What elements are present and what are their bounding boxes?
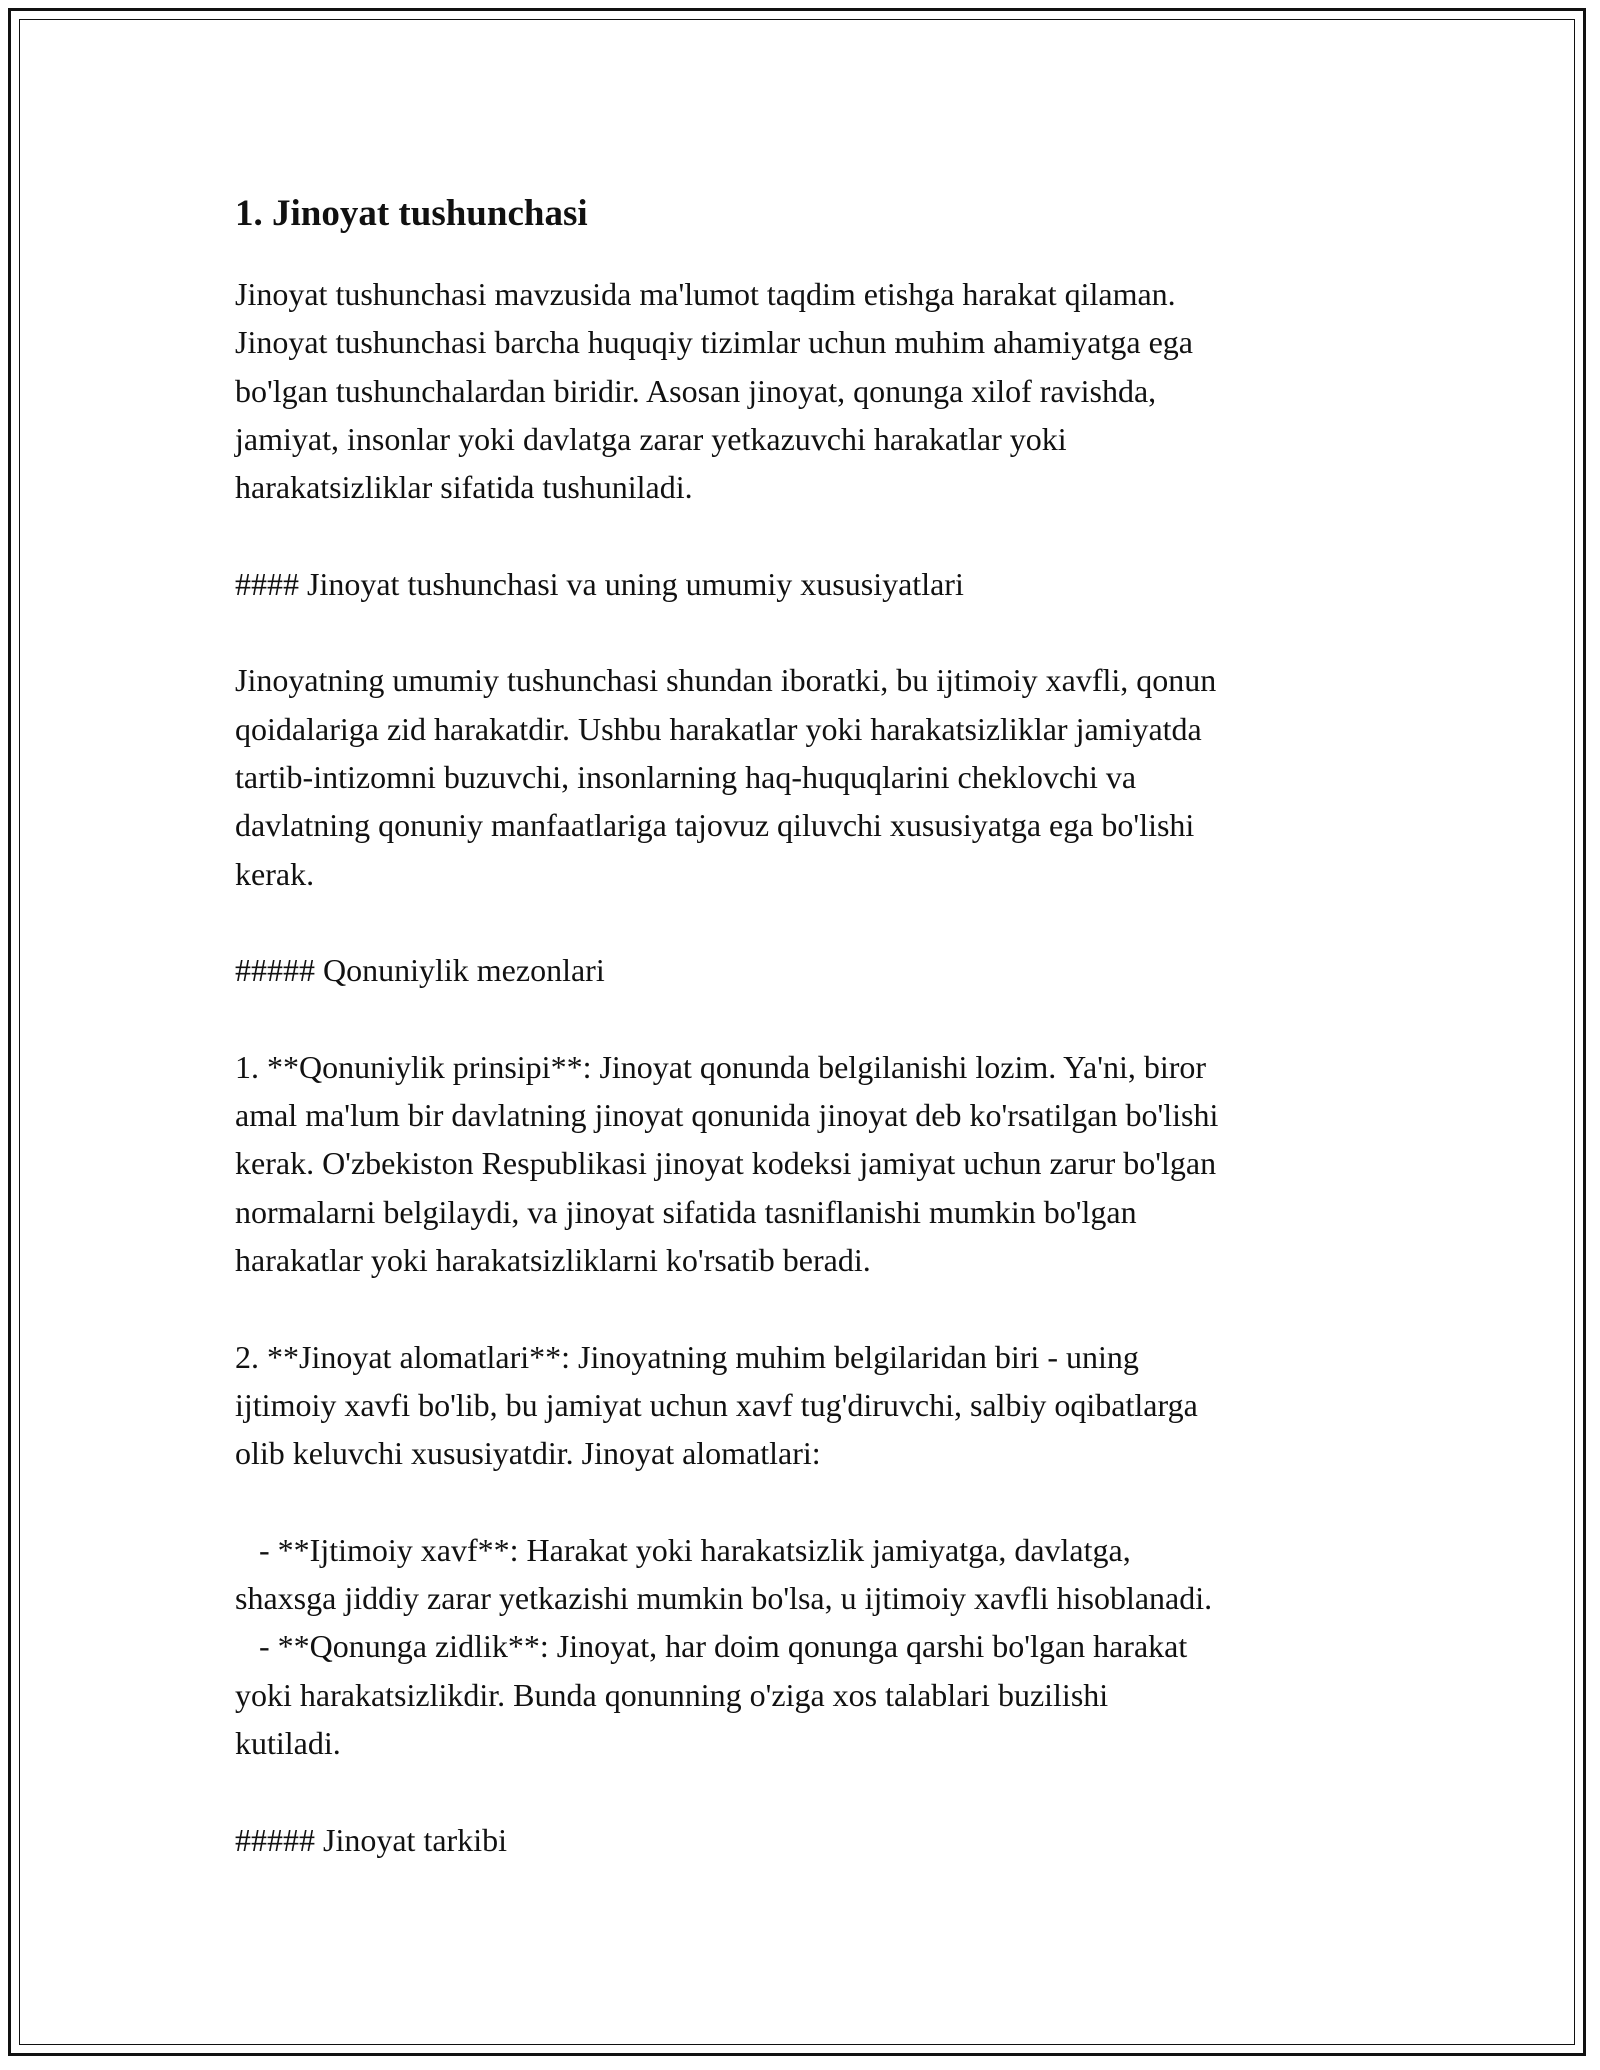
spacer — [235, 898, 1395, 946]
spacer — [235, 994, 1395, 1042]
section-heading-general: #### Jinoyat tushunchasi va uning umumiy xususiyatlari — [235, 565, 964, 602]
document-title: 1. Jinoyat tushunchasi — [235, 193, 588, 234]
spacer — [235, 1477, 1395, 1525]
general-concept-paragraph: Jinoyatning umumiy tushunchasi shundan iboratki, bu ijtimoiy xavfli, qonun qoidalariga zid harakatdir. Ushbu harakatlar yoki harakatsizliklar jamiyatda tartib-intizomni buzuvchi, insonlarning haq-huquqlarini cheklovchi va davlatning qonuniy manfaatlariga tajovuz qiluvchi xususiyatga ega bo'lishi kerak. — [235, 662, 1217, 892]
spacer — [235, 1767, 1395, 1815]
list-item-legality-principle: 1. **Qonuniylik prinsipi**: Jinoyat qonunda belgilanishi lozim. Ya'ni, biror amal ma'lum bir davlatning jinoyat qonunida jinoyat deb ko'rsatilgan bo'lishi kerak. O'zbekiston Respublikasi jinoyat kodeksi jamiyat uchun zarur bo'lgan normalarni belgilaydi, va jinoyat sifatida tasniflanishi mumkin bo'lgan harakatlar yoki harakatsizliklarni ko'rsatib beradi. — [235, 1048, 1219, 1278]
intro-paragraph: Jinoyat tushunchasi mavzusida ma'lumot taqdim etishga harakat qilaman. Jinoyat tushunchasi barcha huquqiy tizimlar uchun muhim ahamiyatga ega bo'lgan tushunchalardan biridir. Asosan jinoyat, qonunga xilof ravishda, jamiyat, insonlar yoki davlatga zarar yetkazuvchi harakatlar yoki harakatsizliklar sifatida tushuniladi. — [235, 276, 1193, 506]
spacer — [235, 1284, 1395, 1332]
section-heading-crime-composition: ##### Jinoyat tarkibi — [235, 1821, 507, 1858]
spacer — [235, 608, 1395, 656]
document-body — [235, 188, 1395, 1864]
list-item-crime-signs: 2. **Jinoyat alomatlari**: Jinoyatning muhim belgilaridan biri - uning ijtimoiy xavfi bo'lib, bu jamiyat uchun xavf tug'diruvchi, salbiy oqibatlarga olib keluvchi xususiyatdir. Jinoyat alomatlari: — [235, 1338, 1198, 1472]
sub-list-crime-signs: - **Ijtimoiy xavf**: Harakat yoki harakatsizlik jamiyatga, davlatga, shaxsga jiddiy zarar yetkazishi mumkin bo'lsa, u ijtimoiy xavfli hisoblanadi. - **Qonunga zidlik**: Jinoyat, har doim qonunga qarshi bo'lgan harakat yoki harakatsizlikdir. Bunda qonunning o'ziga xos talablari buzilishi kutiladi. — [235, 1531, 1213, 1761]
spacer — [235, 511, 1395, 559]
section-heading-legality: ##### Qonuniylik mezonlari — [235, 952, 605, 989]
